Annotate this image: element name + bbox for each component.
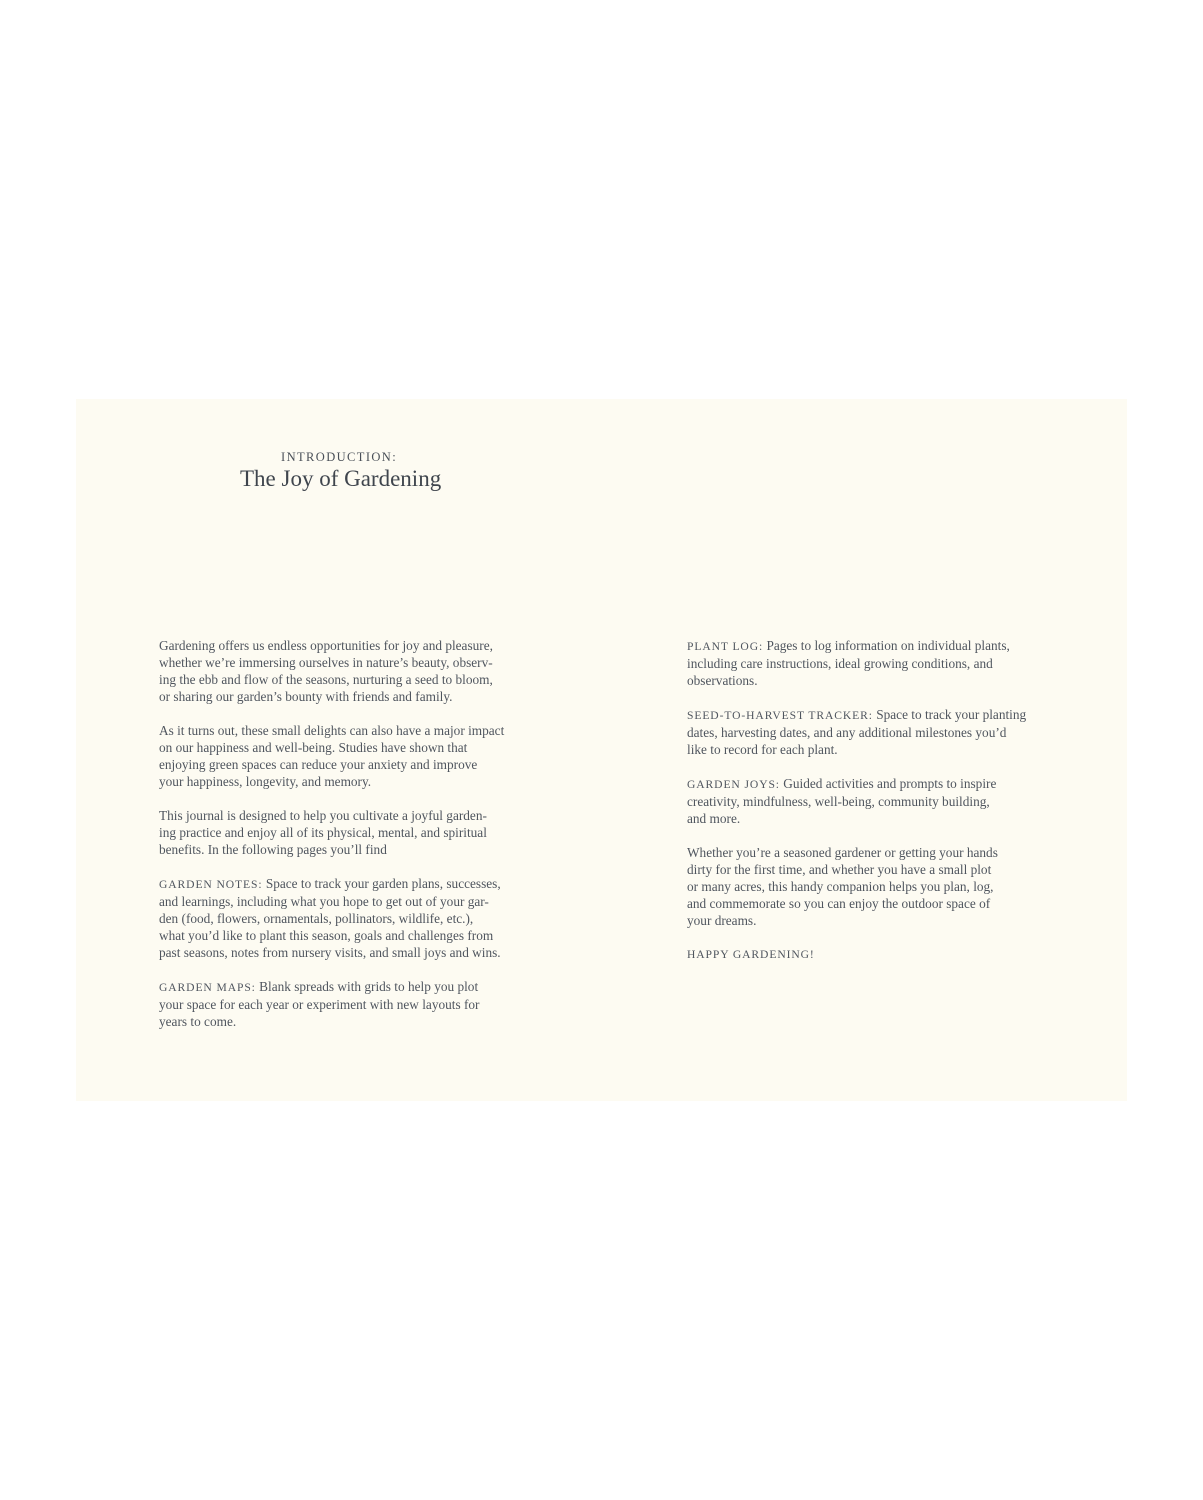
section-label: PLANT LOG:: [687, 640, 764, 653]
text-line: including care instructions, ideal growing conditions, and: [687, 656, 993, 671]
section-label: GARDEN NOTES:: [159, 878, 263, 891]
text-line: and more.: [687, 811, 741, 826]
closing-paragraph: [687, 844, 1053, 929]
intro-paragraph-1: [159, 637, 525, 705]
text-line: or sharing our garden’s bounty with friends and family.: [159, 689, 453, 704]
seed-tracker-section: [687, 706, 1053, 758]
right-column: [687, 637, 1053, 980]
intro-paragraph-3: [159, 807, 525, 858]
text-line: like to record for each plant.: [687, 742, 838, 757]
text-line: dirty for the first time, and whether you have a small plot: [687, 862, 992, 877]
text-line: enjoying green spaces can reduce your anxiety and improve: [159, 757, 478, 772]
intro-paragraph-2: [159, 722, 525, 790]
signoff-text: HAPPY GARDENING!: [687, 948, 815, 961]
text-line: Whether you’re a seasoned gardener or getting your hands: [687, 845, 998, 860]
left-column: [159, 637, 525, 1047]
text-line: and commemorate so you can enjoy the outdoor space of: [687, 896, 991, 911]
section-text: Pages to log information on individual plants,: [766, 638, 1010, 653]
section-label: GARDEN JOYS:: [687, 778, 780, 791]
garden-maps-section: [159, 978, 525, 1030]
text-line: and learnings, including what you hope to get out of your gar-: [159, 894, 489, 909]
section-text: Space to track your planting: [876, 707, 1027, 722]
plant-log-section: [687, 637, 1053, 689]
text-line: creativity, mindfulness, well-being, community building,: [687, 794, 990, 809]
text-line: [159, 875, 525, 893]
text-line: whether we’re immersing ourselves in nature’s beauty, observ-: [159, 655, 493, 670]
text-line: observations.: [687, 673, 758, 688]
text-line: your happiness, longevity, and memory.: [159, 774, 372, 789]
text-line: [687, 706, 1053, 724]
text-line: your dreams.: [687, 913, 757, 928]
text-line: or many acres, this handy companion helps you plan, log,: [687, 879, 994, 894]
text-line: As it turns out, these small delights can also have a major impact: [159, 723, 505, 738]
page-title: The Joy of Gardening: [240, 466, 442, 491]
text-line: years to come.: [159, 1014, 237, 1029]
text-line: [159, 978, 525, 996]
text-line: dates, harvesting dates, and any additional milestones you’d: [687, 725, 1007, 740]
section-text: Blank spreads with grids to help you plot: [259, 979, 479, 994]
text-line: Gardening offers us endless opportunities for joy and pleasure,: [159, 638, 493, 653]
text-line: past seasons, notes from nursery visits, and small joys and wins.: [159, 945, 501, 960]
text-line: ing practice and enjoy all of its physical, mental, and spiritual: [159, 825, 487, 840]
text-line: den (food, flowers, ornamentals, pollinators, wildlife, etc.),: [159, 911, 474, 926]
section-label: SEED-TO-HARVEST TRACKER:: [687, 709, 873, 722]
text-line: on our happiness and well-being. Studies have shown that: [159, 740, 468, 755]
signoff: [687, 946, 1053, 963]
text-line: This journal is designed to help you cultivate a joyful garden-: [159, 808, 487, 823]
section-text: Guided activities and prompts to inspire: [783, 776, 997, 791]
section-text: Space to track your garden plans, successes,: [265, 876, 501, 891]
text-line: ing the ebb and flow of the seasons, nurturing a seed to bloom,: [159, 672, 493, 687]
garden-joys-section: [687, 775, 1053, 827]
garden-notes-section: [159, 875, 525, 961]
text-line: your space for each year or experiment with new layouts for: [159, 997, 480, 1012]
text-line: benefits. In the following pages you’ll find: [159, 842, 387, 857]
section-label: GARDEN MAPS:: [159, 981, 256, 994]
text-line: [687, 775, 1053, 793]
text-line: what you’d like to plant this season, goals and challenges from: [159, 928, 494, 943]
text-line: [687, 637, 1053, 655]
intro-kicker: INTRODUCTION:: [281, 450, 398, 464]
